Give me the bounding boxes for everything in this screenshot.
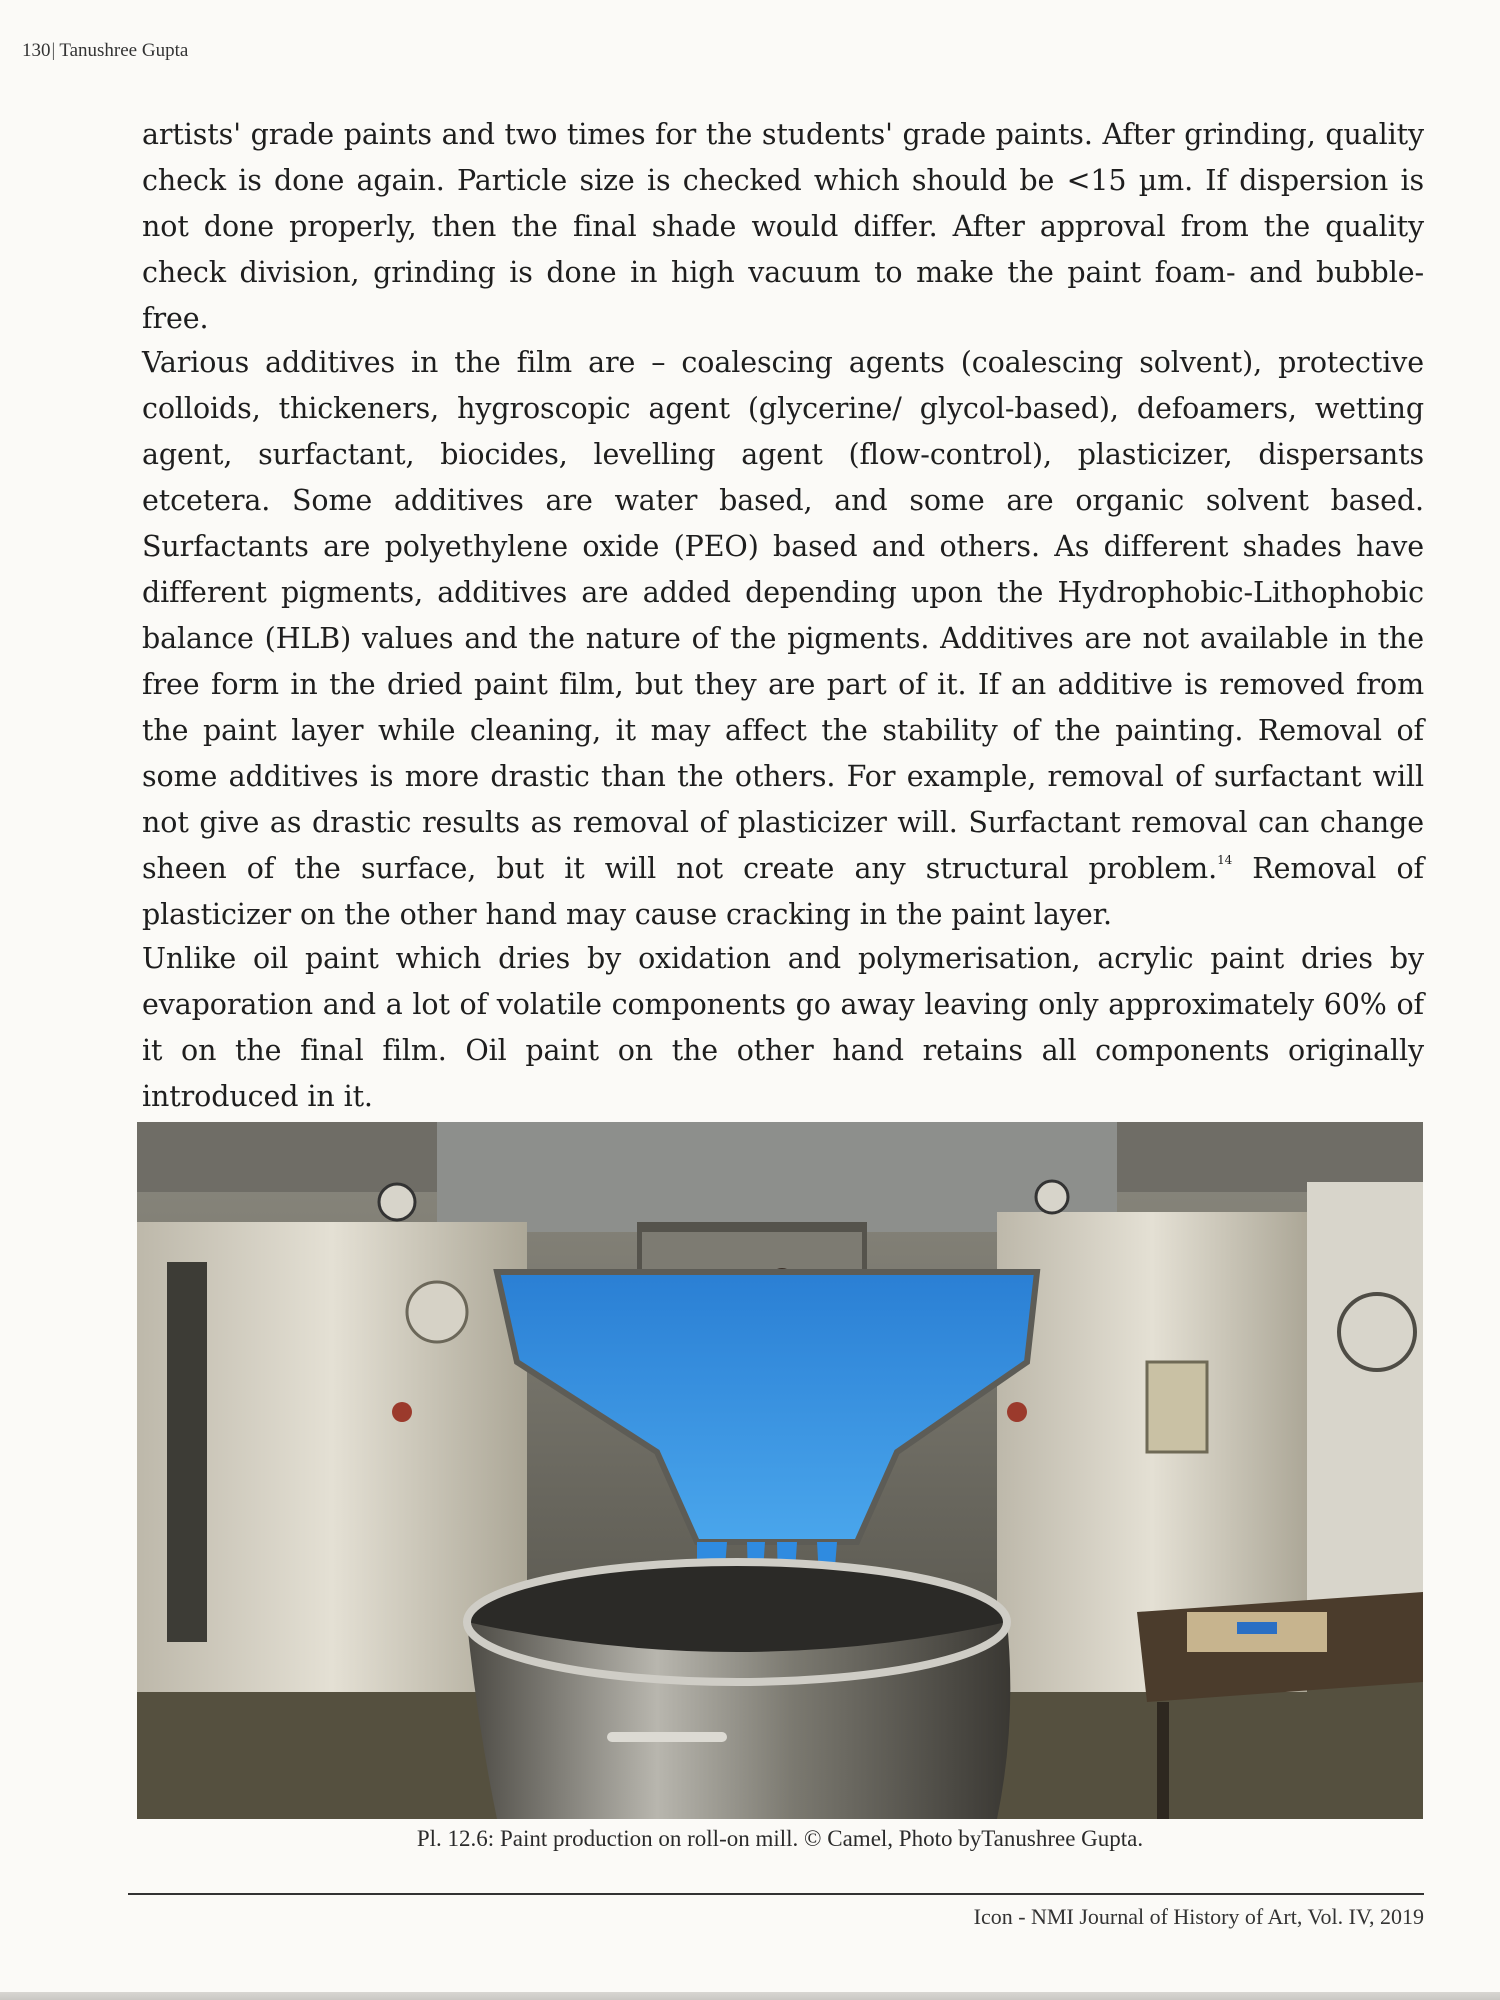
header-separator: | — [51, 40, 56, 61]
scan-bottom-edge — [0, 1992, 1500, 2000]
footer-citation: Icon - NMI Journal of History of Art, Vol. IV, 2019 — [973, 1904, 1424, 1929]
paragraph-text: artists' grade paints and two times for the students' grade paints. After grinding, quality check is done again. Particle size is checked which should be <15 µm. If dispersion is not done properly, then the final shade would differ. After approval from the quality check division, grinding is done in high vacuum to make the paint foam- and bubble-free. — [142, 118, 1424, 335]
paragraph-text: Unlike oil paint which dries by oxidation and polymerisation, acrylic paint dries by evaporation and a lot of volatile components go away leaving only approximately 60% of it on the final film. Oil paint on the other hand retains all components originally introduced in it. — [142, 942, 1424, 1113]
figure-caption: Pl. 12.6: Paint production on roll-on mill. © Camel, Photo byTanushree Gupta. — [416, 1826, 1144, 1851]
paragraph-text-part: Various additives in the film are – coalescing agents (coalescing solvent), protective colloids, thickeners, hygroscopic agent (glycerine/ glycol-based), defoamers, wetting agent, surfactant, biocides, levelling agent (flow-control), plasticizer, dispersants etcetera. Some additives are water based, and some are organic solvent based. Surfactants are polyethylene oxide (PEO) based and others. As different shades have different pigments, additives are added depending upon the Hydrophobic-Lithophobic balance (HLB) values and the nature of the pigments. Additives are not available in the free form in the dried paint film, but they are part of it. If an additive is removed from the paint layer while cleaning, it may affect the stability of the painting. Removal of some additives is more drastic than the others. For example, removal of surfactant will not give as drastic results as removal of plasticizer will. Surfactant removal can change sheen of the surface, but it will not create any structural problem. — [142, 346, 1424, 885]
footer-rule — [128, 1893, 1424, 1895]
body-paragraph-1 — [142, 112, 1424, 342]
body-paragraph-3 — [142, 936, 1424, 1120]
author-name: Tanushree Gupta — [59, 40, 189, 61]
page-number: 130 — [22, 40, 51, 61]
running-head — [22, 40, 188, 62]
footnote-reference[interactable]: 14 — [1217, 853, 1233, 867]
body-paragraph-2 — [142, 340, 1424, 938]
roll-mill-photo-illustration — [137, 1122, 1423, 1819]
paragraph-text — [142, 340, 1424, 938]
figure-photo-roll-mill — [137, 1122, 1423, 1819]
paragraph-text-part: Removal of plasticizer on the other hand may cause cracking in the paint layer. — [142, 852, 1424, 931]
